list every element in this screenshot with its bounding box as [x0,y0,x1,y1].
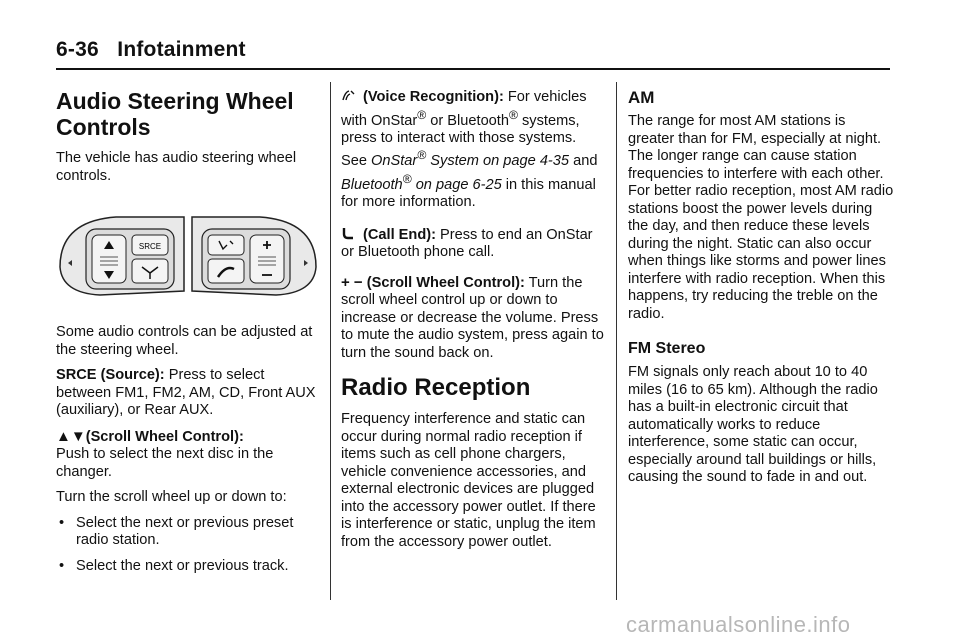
radio-reception-paragraph: Frequency interference and static can occur during normal radio reception if items such as cell phone chargers, vehicle convenience accessories, and external electronic devices are plugged into the accessory power outlet. If there is interference or static, unplug the item from the accessory power outlet. [341,411,596,550]
voice-text: or Bluetooth [426,112,509,129]
voice-text: systems, press to interact with those systems. See [341,112,580,170]
column-2 [341,88,605,559]
scroll-label: (Scroll Wheel Control): [85,428,244,445]
bluetooth-reference[interactable]: Bluetooth® on page 6-25 [341,171,502,193]
call-end-text: Press to end an OnStar or Bluetooth phone call. [341,226,593,261]
srce-paragraph [56,367,320,420]
registered-mark: ® [417,107,427,122]
watermark: carmanualsonline.info [626,612,851,637]
onstar-reference[interactable]: OnStar® System on page 4-35 [371,148,570,170]
list-item: • Select the next or previous preset radio station. [56,515,320,550]
intro-paragraph: The vehicle has audio steering wheel controls. [56,150,297,184]
steering-wheel-controls-illustration [56,207,320,303]
voice-label: (Voice Recognition): [363,89,504,105]
voice-text: For vehicles with OnStar [341,89,587,129]
column-3 [628,88,894,495]
am-paragraph: The range for most AM stations is greater than for FM, especially at night. The longer range can cause station frequencies to interfere with each other. For better radio reception, most AM radio stations boost the power levels during the day, and then reduce these levels during the night. Static can also occur when things like storms and power lines interfere with radio reception. When this happens, try reducing the treble on the radio. [628,113,894,322]
plus-minus-icon: + − [341,273,363,291]
srce-button-label: SRCE [138,242,162,251]
am-heading: AM [628,88,655,107]
turn-paragraph: Turn the scroll wheel up or down to: [56,489,287,505]
bullet-list [56,515,320,576]
call-end-icon [341,226,355,240]
volume-scroll-text: Turn the scroll wheel control up or down to increase or decrease the volume. Press to mute the audio system, press again to turn the sound back on. [341,274,604,361]
column-1 [56,88,320,583]
page-header [56,38,890,70]
some-controls-paragraph: Some audio controls can be adjusted at the steering wheel. [56,324,313,358]
call-end-label: (Call End): [363,226,436,243]
fm-stereo-paragraph: FM signals only reach about 10 to 40 miles (16 to 65 km). Although the radio has a built-in electronic circuit that automatically works to reduce interference, some static can occur, especially around tall buildings or hills, causing the sound to fade in and out. [628,364,878,485]
voice-recognition-paragraph [341,88,605,212]
column-divider [616,82,617,600]
volume-scroll-label: (Scroll Wheel Control): [366,274,525,291]
list-item: • Select the next or previous track. [56,558,320,576]
volume-scroll-paragraph [341,274,605,363]
call-end-paragraph [341,226,605,262]
column-divider [330,82,331,600]
section-heading: Audio Steering Wheel Controls [56,88,294,140]
registered-mark: ® [508,107,518,122]
voice-recognition-icon [341,88,357,102]
voice-text: in this manual for more information. [341,176,596,211]
srce-text: Press to select between FM1, FM2, AM, CD, Front AUX (auxiliary), or Rear AUX. [56,367,316,418]
voice-text: and [569,153,598,170]
scroll-wheel-paragraph [56,428,320,482]
page-number: 6-36 [56,38,99,61]
radio-reception-heading: Radio Reception [341,374,531,402]
fm-stereo-heading: FM Stereo [628,340,706,357]
scroll-text: Push to select the next disc in the changer. [56,446,274,480]
section-title: Infotainment [117,38,246,61]
srce-label: SRCE (Source): [56,367,165,383]
scroll-arrows-icon: ▲▼ [56,427,86,445]
